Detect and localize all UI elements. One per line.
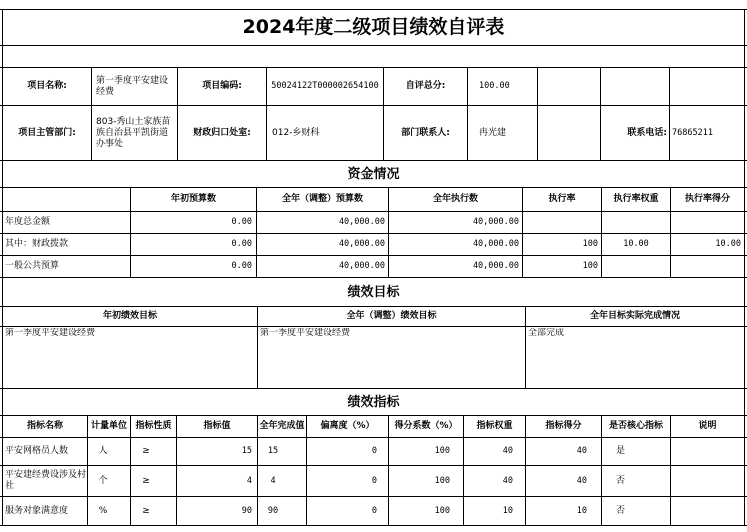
funds-row-executed: 40,000.00 xyxy=(472,217,519,227)
rule xyxy=(467,67,468,161)
funds-row-adjusted: 40,000.00 xyxy=(338,239,385,249)
funds-header-initial: 年初预算数 xyxy=(170,194,216,204)
score-value: 100.00 xyxy=(479,81,510,91)
goal-adjusted-value: 第一季度平安建设经费 xyxy=(260,328,351,338)
phone-value: 76865211 xyxy=(672,127,713,138)
funds-row-initial: 0.00 xyxy=(231,217,252,227)
funds-row-executed: 40,000.00 xyxy=(472,239,519,249)
score-label: 自评总分: xyxy=(405,81,446,91)
ind-header-unit: 计量单位 xyxy=(90,421,127,431)
goal-initial-value: 第一季度平安建设经费 xyxy=(5,328,96,338)
funds-row-initial: 0.00 xyxy=(231,261,252,271)
funds-row-score xyxy=(671,256,741,277)
funds-row-adjusted: 40,000.00 xyxy=(338,217,385,227)
ind-row-score: 10 xyxy=(576,505,587,516)
rule xyxy=(91,67,92,161)
funds-row-score: 10.00 xyxy=(715,239,741,249)
ind-row-note xyxy=(673,497,741,525)
funds-header-executed: 全年执行数 xyxy=(432,194,478,204)
funds-row-rate: 100 xyxy=(582,239,598,249)
ind-row-dev: 0 xyxy=(371,505,377,516)
ind-row-dev: 0 xyxy=(371,446,377,456)
ind-row-name: 平安建经费设涉及村社 xyxy=(5,470,86,491)
funds-row-adjusted: 40,000.00 xyxy=(338,261,385,271)
ind-header-score: 指标得分 xyxy=(545,421,582,431)
goals-header-actual: 全年目标实际完成情况 xyxy=(589,311,680,321)
rule xyxy=(0,326,747,327)
funds-row-label: 其中：财政拨款 xyxy=(5,239,69,249)
ind-row-core: 是 xyxy=(616,446,626,456)
ind-row-name: 服务对象满意度 xyxy=(5,505,69,516)
funds-row-weight xyxy=(602,212,670,233)
ind-row-unit: % xyxy=(98,505,108,516)
ind-row-coef: 100 xyxy=(434,475,450,486)
ind-row-coef: 100 xyxy=(434,446,450,456)
rule xyxy=(669,67,670,161)
funds-row-score xyxy=(671,212,741,233)
ind-row-value: 4 xyxy=(246,475,252,486)
funds-row-label: 年度总金额 xyxy=(5,217,51,227)
office-label: 财政归口处室: xyxy=(193,127,251,138)
funds-row-executed: 40,000.00 xyxy=(472,261,519,271)
rule xyxy=(537,67,538,161)
funds-row-weight xyxy=(602,256,670,277)
ind-header-nature: 指标性质 xyxy=(135,421,172,431)
rule xyxy=(0,525,747,526)
phone-label: 联系电话: xyxy=(627,127,667,138)
goals-header-initial: 年初绩效目标 xyxy=(102,311,157,321)
ind-row-note xyxy=(673,438,741,465)
dept-value: 803-秀山土家族苗族自治县平凯街道办事处 xyxy=(96,116,171,149)
project-name-label: 项目名称: xyxy=(27,81,67,91)
ind-row-nature: ≥ xyxy=(142,505,150,516)
ind-row-done: 4 xyxy=(270,475,276,486)
project-name-value: 第一季度平安建设经费 xyxy=(96,75,169,97)
ind-header-core: 是否核心指标 xyxy=(608,421,663,431)
ind-header-done: 全年完成值 xyxy=(259,421,305,431)
funds-row-rate xyxy=(523,212,598,233)
funds-row-label: 一般公共预算 xyxy=(5,261,60,271)
funds-row-weight: 10.00 xyxy=(623,239,649,249)
funds-row-initial: 0.00 xyxy=(231,239,252,249)
ind-row-core: 否 xyxy=(616,475,626,486)
rule xyxy=(744,9,745,526)
ind-header-note: 说明 xyxy=(698,421,717,431)
goals-header-adjusted: 全年（调整）绩效目标 xyxy=(346,311,437,321)
ind-row-done: 15 xyxy=(267,446,279,456)
ind-row-name: 平安网格员人数 xyxy=(5,446,69,456)
ind-row-weight: 10 xyxy=(502,505,513,516)
ind-row-dev: 0 xyxy=(371,475,377,486)
funds-header-adjusted: 全年（调整）预算数 xyxy=(281,194,363,204)
ind-header-value: 指标值 xyxy=(203,421,231,431)
ind-row-unit: 个 xyxy=(98,475,108,486)
ind-row-coef: 100 xyxy=(434,505,450,516)
dept-label: 项目主管部门: xyxy=(18,127,76,138)
funds-section-title: 资金情况 xyxy=(347,166,400,182)
funds-row-rate: 100 xyxy=(582,261,598,271)
ind-row-value: 15 xyxy=(241,446,252,456)
funds-header-weight: 执行率权重 xyxy=(613,194,659,204)
funds-header-score: 执行率得分 xyxy=(684,194,730,204)
ind-row-score: 40 xyxy=(576,446,587,456)
ind-row-value: 90 xyxy=(241,505,252,516)
ind-header-weight: 指标权重 xyxy=(476,421,513,431)
ind-row-unit: 人 xyxy=(98,446,108,456)
indicators-section-title: 绩效指标 xyxy=(347,394,400,410)
funds-header-rate: 执行率 xyxy=(548,194,576,204)
office-value: 012-乡财科 xyxy=(272,127,320,138)
rule xyxy=(0,45,747,46)
ind-header-dev: 偏离度（%） xyxy=(320,421,375,431)
ind-row-nature: ≥ xyxy=(142,475,150,486)
contact-value: 冉光建 xyxy=(479,127,507,138)
ind-row-done: 90 xyxy=(267,505,279,516)
page-title: 2024年度二级项目绩效自评表 xyxy=(242,16,505,38)
ind-row-weight: 40 xyxy=(502,475,513,486)
project-code-value: 50024122T000002654100 xyxy=(271,81,379,91)
ind-header-name: 指标名称 xyxy=(26,421,63,431)
goals-section-title: 绩效目标 xyxy=(347,284,400,300)
ind-row-score: 40 xyxy=(576,475,587,486)
ind-header-coef: 得分系数（%） xyxy=(394,421,458,431)
ind-row-core: 否 xyxy=(616,505,626,516)
contact-label: 部门联系人: xyxy=(401,127,450,138)
ind-row-note xyxy=(673,466,741,496)
ind-row-weight: 40 xyxy=(502,446,513,456)
project-code-label: 项目编码: xyxy=(202,81,242,91)
ind-row-nature: ≥ xyxy=(142,446,150,456)
goal-actual-value: 全部完成 xyxy=(528,328,565,338)
